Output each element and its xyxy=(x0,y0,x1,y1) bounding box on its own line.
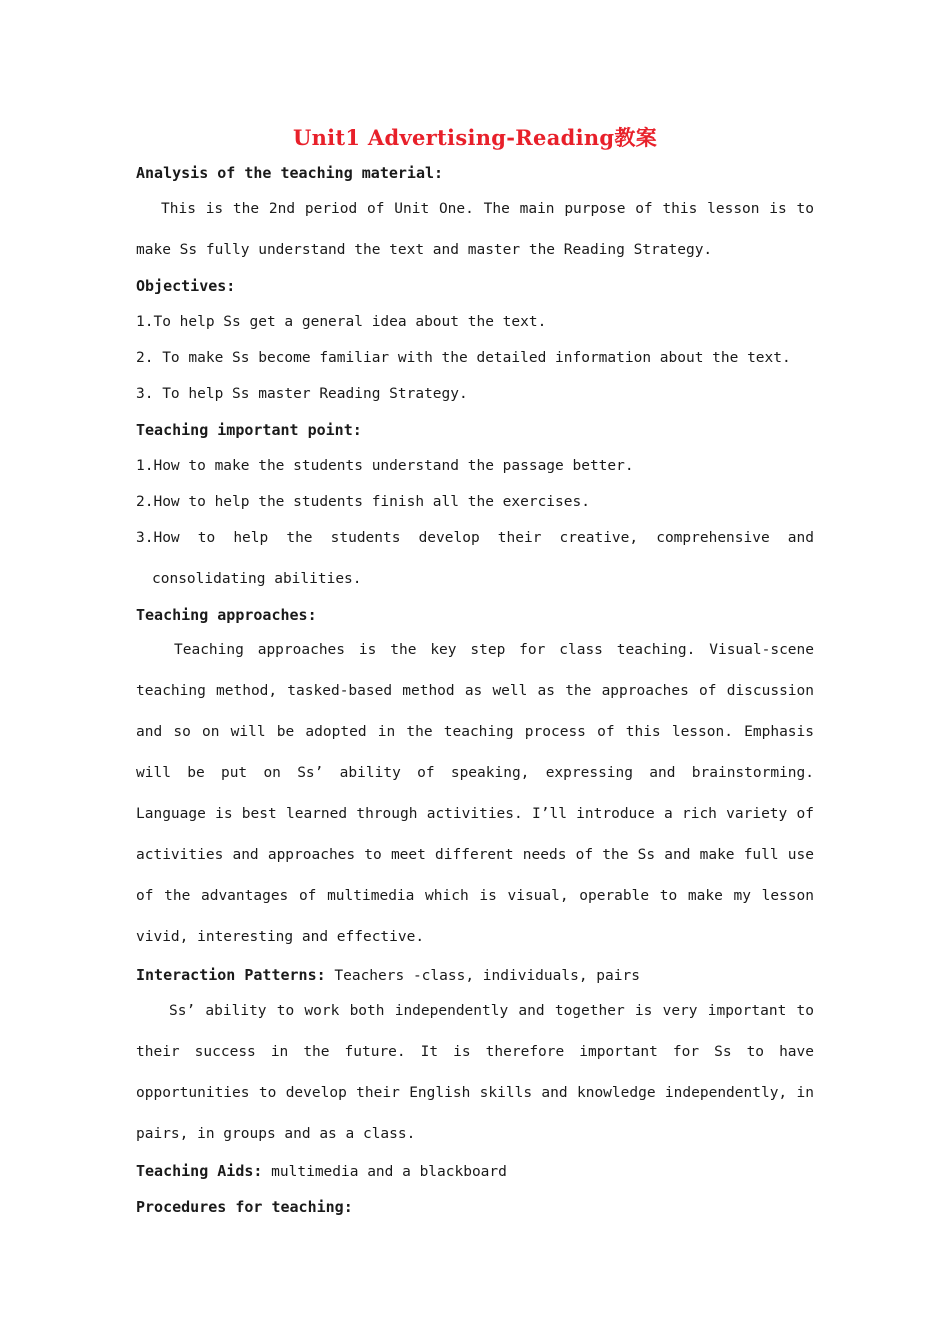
aids-line xyxy=(136,1161,814,1182)
analysis-heading: Analysis of the teaching material: xyxy=(136,164,444,182)
procedures-heading: Procedures for teaching: xyxy=(136,1198,353,1216)
objective-item: 2. To make Ss become familiar with the detailed information about the text. xyxy=(136,350,791,366)
approaches-paragraph: Teaching approaches is the key step for class teaching. Visual-scene teaching method, tasked-based method as well as the approaches of discussion and so on will be adopted in the teaching process of this lesson. Emphasis will be put on Ss’ ability of speaking, expressing and brainstorming. Language is best learned through activities. I’ll introduce a rich variety of activities and approaches to meet different needs of the Ss and make full use of the advantages of multimedia which is visual, operable to make my lesson vivid, interesting and effective. xyxy=(136,642,814,945)
objectives-heading: Objectives: xyxy=(136,277,236,295)
objective-item: 3. To help Ss master Reading Strategy. xyxy=(136,386,468,402)
interaction-heading: Interaction Patterns: xyxy=(136,966,326,984)
document-title: Unit1 Advertising-Reading教案 xyxy=(292,125,658,150)
important-point-heading: Teaching important point: xyxy=(136,421,362,439)
important-point-item-continued: consolidating abilities. xyxy=(152,571,362,587)
aids-value: multimedia and a blackboard xyxy=(262,1164,507,1180)
approaches-heading: Teaching approaches: xyxy=(136,606,317,624)
important-point-item: 1.How to make the students understand the passage better. xyxy=(136,458,634,474)
analysis-paragraph: This is the 2nd period of Unit One. The main purpose of this lesson is to make Ss fully understand the text and master the Reading Strategy. xyxy=(136,201,814,258)
important-point-item: 3.How to help the students develop their creative, comprehensive and xyxy=(136,530,814,546)
objective-item: 1.To help Ss get a general idea about the text. xyxy=(136,314,547,330)
important-point-item: 2.How to help the students finish all the exercises. xyxy=(136,494,590,510)
interaction-value: Teachers -class, individuals, pairs xyxy=(325,968,640,984)
interaction-line xyxy=(136,965,814,986)
aids-heading: Teaching Aids: xyxy=(136,1162,263,1180)
interaction-paragraph: Ss’ ability to work both independently and together is very important to their success in the future. It is therefore important for Ss to have opportunities to develop their English skills and knowledge independently, in pairs, in groups and as a class. xyxy=(136,1003,814,1142)
